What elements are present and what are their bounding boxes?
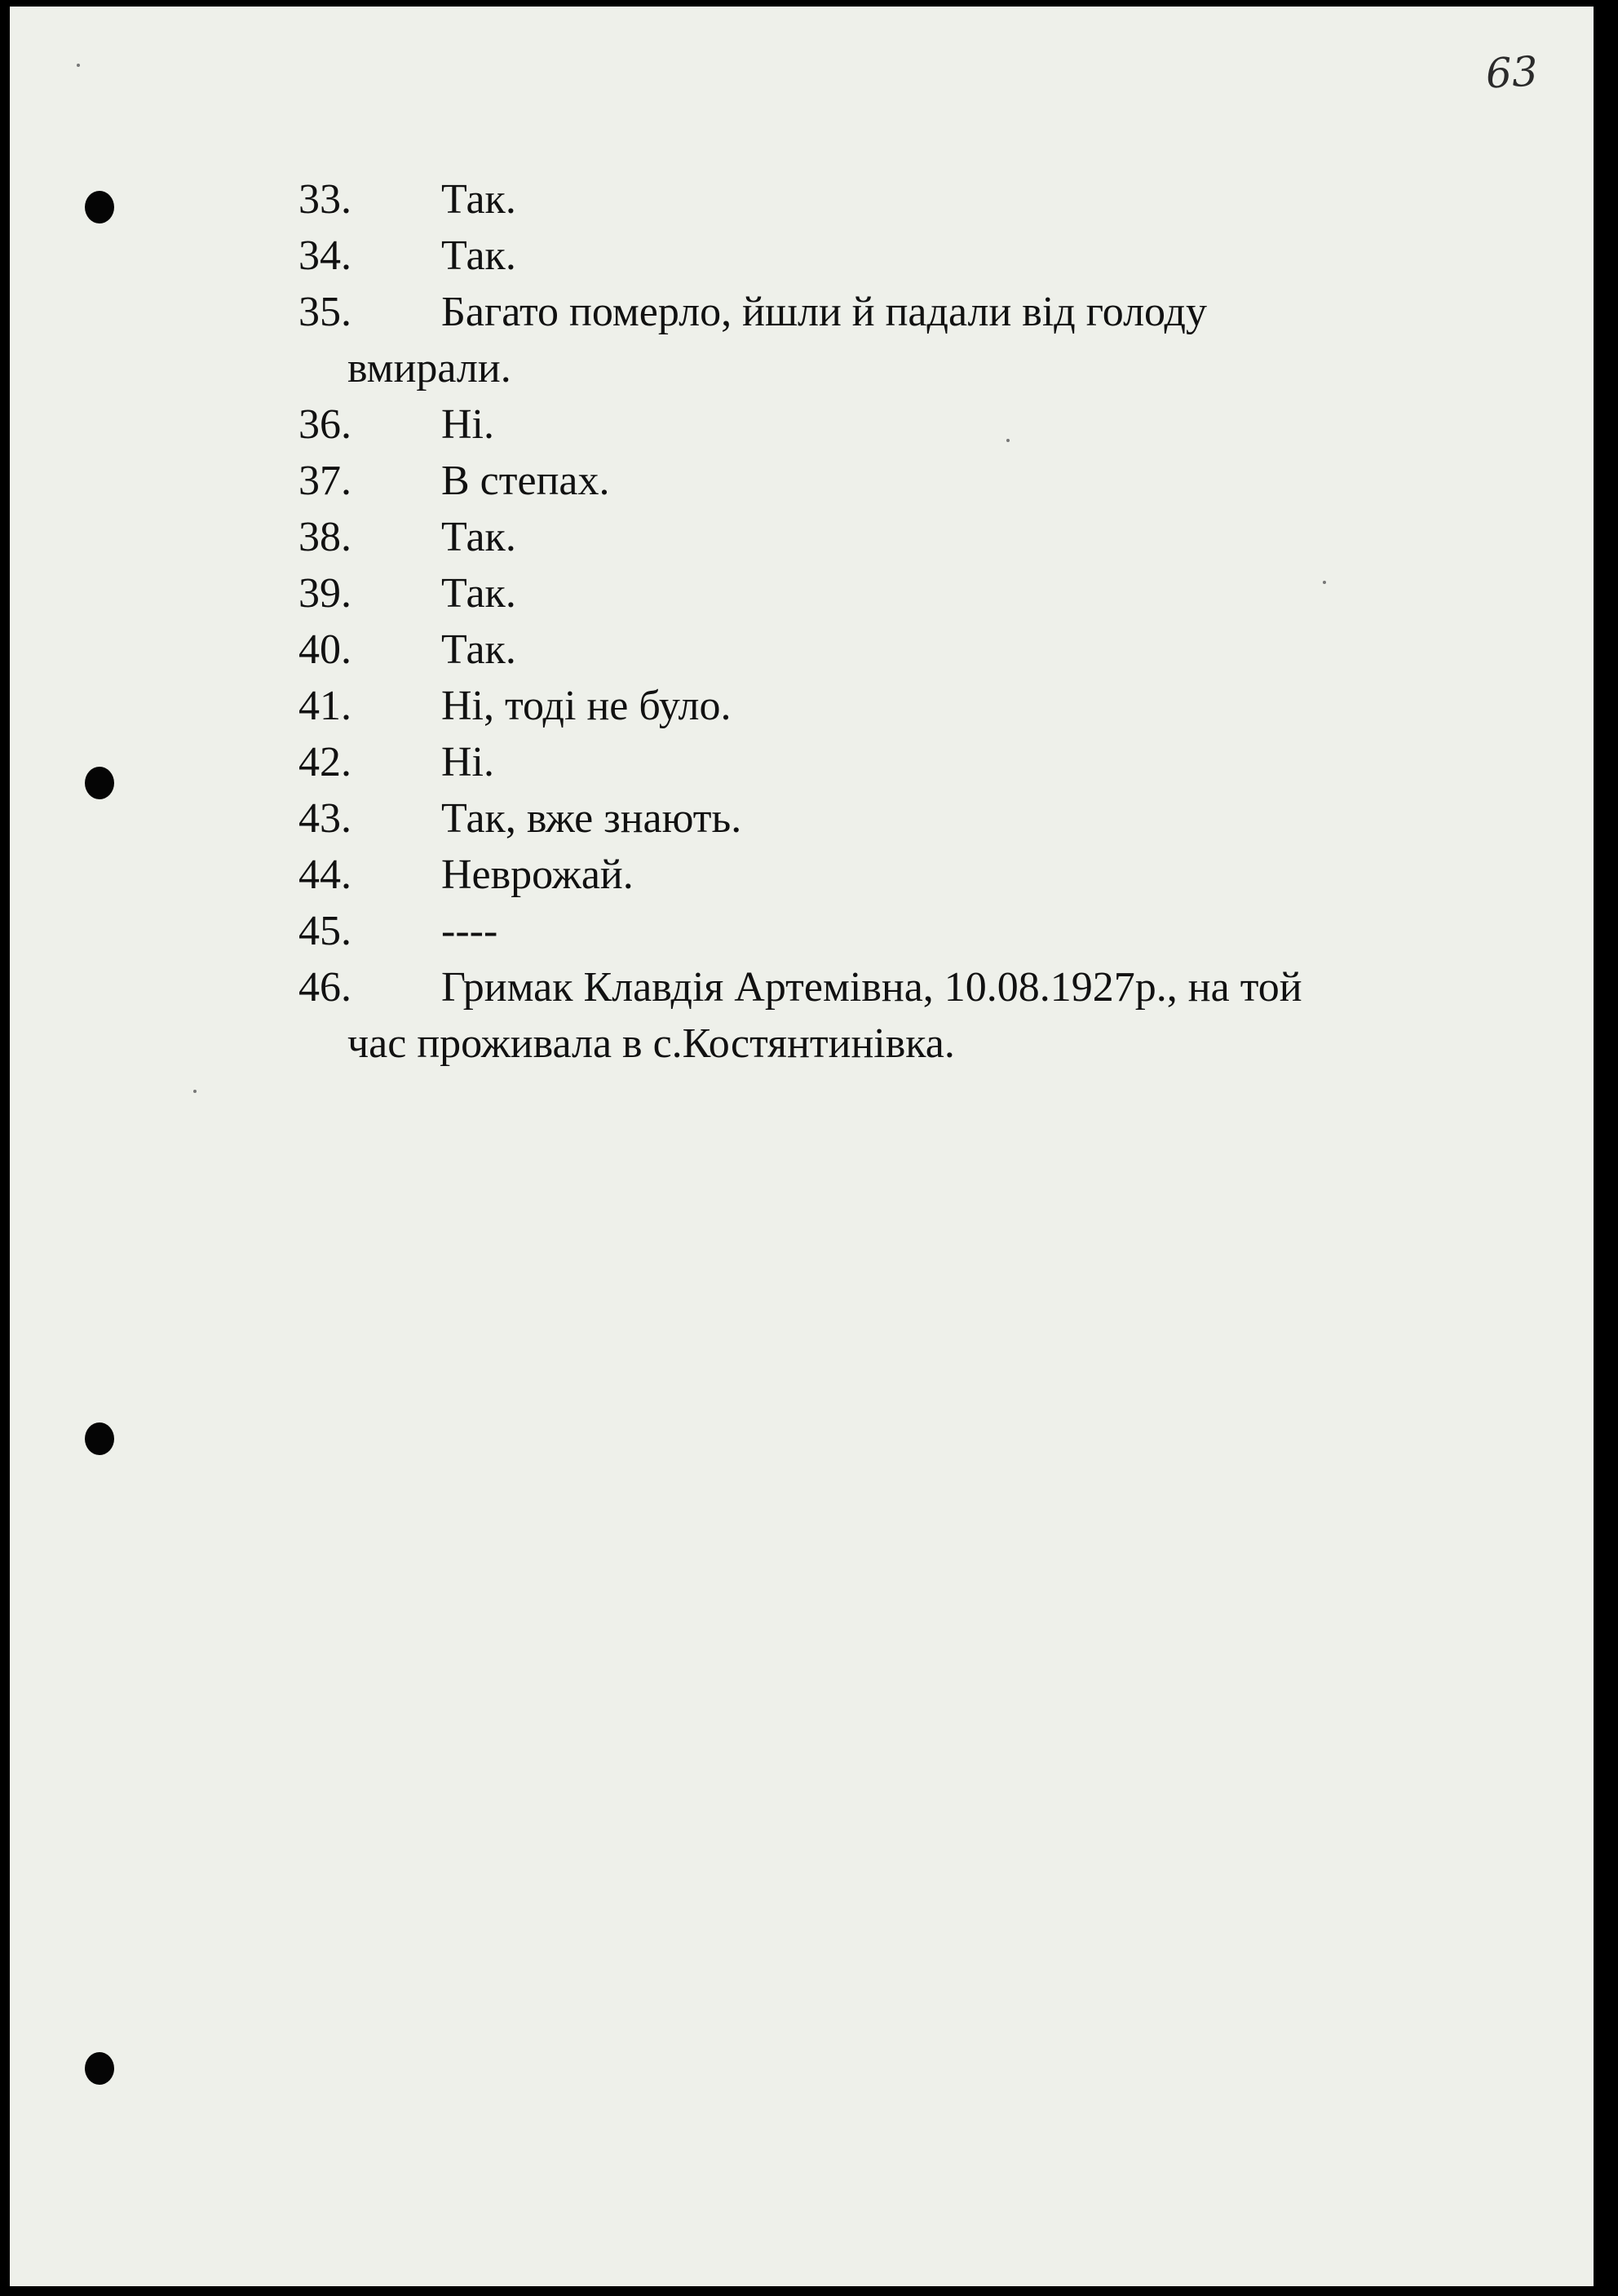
answer-item bbox=[298, 171, 1457, 228]
answer-text: Так. bbox=[441, 514, 516, 560]
answer-number: 44. bbox=[298, 852, 351, 898]
answer-text: Гримак Клавдія Артемівна, 10.08.1927р., на той bbox=[441, 964, 1302, 1011]
answer-text: ---- bbox=[441, 908, 498, 954]
answer-number: 35. bbox=[298, 289, 351, 335]
answer-number: 33. bbox=[298, 176, 351, 223]
answer-item bbox=[298, 678, 1457, 734]
answer-item bbox=[298, 622, 1457, 678]
answer-item bbox=[298, 284, 1457, 396]
answer-text: Так. bbox=[441, 570, 516, 617]
paper-sheet bbox=[10, 7, 1594, 2286]
answer-continuation: вмирали. bbox=[347, 345, 511, 392]
answer-item bbox=[298, 565, 1457, 622]
answer-number: 42. bbox=[298, 739, 351, 785]
answer-text: В степах. bbox=[441, 458, 610, 504]
answer-text: Ні. bbox=[441, 739, 494, 785]
answer-number: 37. bbox=[298, 458, 351, 504]
answer-item bbox=[298, 903, 1457, 959]
answer-number: 34. bbox=[298, 232, 351, 279]
answer-text: Ні. bbox=[441, 401, 494, 448]
answer-list bbox=[298, 171, 1457, 1072]
answer-number: 39. bbox=[298, 570, 351, 617]
answer-text: Ні, тоді не було. bbox=[441, 683, 732, 729]
answer-item bbox=[298, 790, 1457, 847]
answer-item bbox=[298, 509, 1457, 565]
speck bbox=[193, 1090, 197, 1093]
answer-text: Так. bbox=[441, 232, 516, 279]
answer-text: Так. bbox=[441, 176, 516, 223]
answer-item bbox=[298, 959, 1457, 1072]
answer-number: 36. bbox=[298, 401, 351, 448]
speck bbox=[77, 64, 80, 67]
answer-number: 43. bbox=[298, 795, 351, 842]
answer-text: Так. bbox=[441, 626, 516, 673]
answer-number: 40. bbox=[298, 626, 351, 673]
answer-item bbox=[298, 734, 1457, 790]
punch-hole bbox=[85, 1422, 114, 1455]
punch-hole bbox=[85, 767, 114, 799]
answer-item bbox=[298, 396, 1457, 453]
punch-hole bbox=[85, 2052, 114, 2085]
answer-number: 41. bbox=[298, 683, 351, 729]
answer-number: 45. bbox=[298, 908, 351, 954]
answer-text: Багато померло, йшли й падали від голоду bbox=[441, 289, 1207, 335]
answer-item bbox=[298, 847, 1457, 903]
answer-item bbox=[298, 453, 1457, 509]
answer-item bbox=[298, 228, 1457, 284]
handwritten-page-number: 63 bbox=[1484, 47, 1540, 98]
answer-continuation: час проживала в с.Костянтинівка. bbox=[347, 1020, 955, 1067]
answer-number: 38. bbox=[298, 514, 351, 560]
punch-hole bbox=[85, 191, 114, 223]
answer-text: Так, вже знають. bbox=[441, 795, 742, 842]
answer-text: Неврожай. bbox=[441, 852, 634, 898]
answer-number: 46. bbox=[298, 964, 351, 1011]
